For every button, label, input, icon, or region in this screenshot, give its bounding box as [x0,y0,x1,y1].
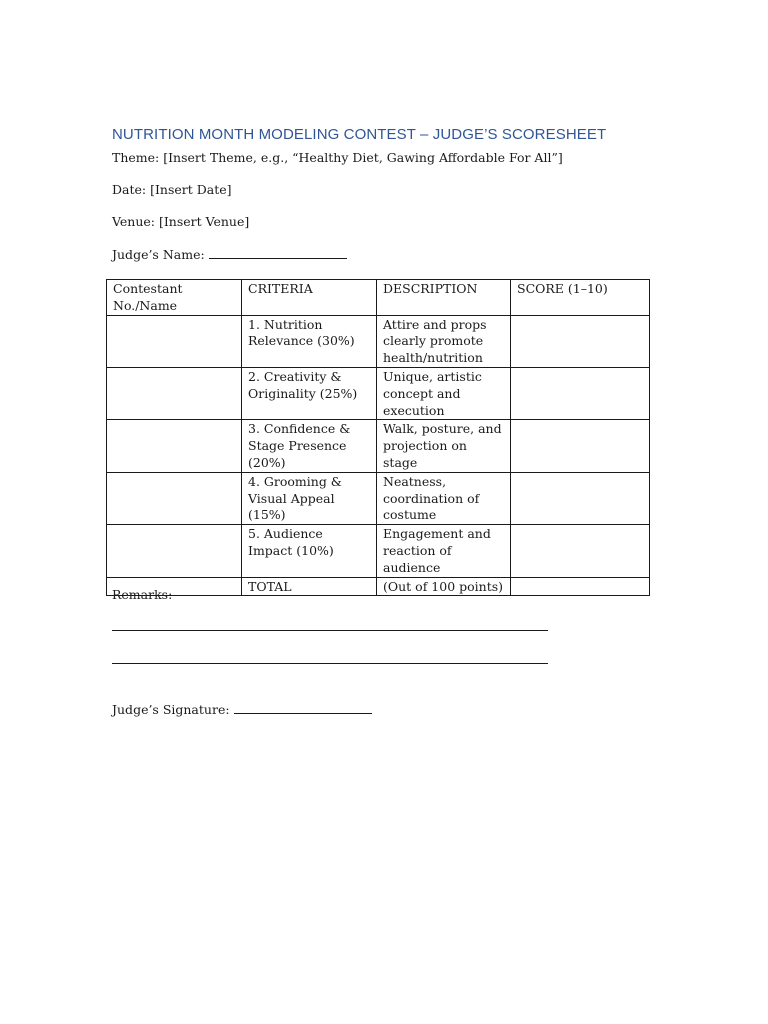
header-criteria: CRITERIA [242,280,377,316]
judge-name-line [112,246,347,262]
score-cell[interactable] [511,315,650,367]
venue-line: Venue: [Insert Venue] [112,214,250,229]
criteria-cell: 4. Grooming & Visual Appeal (15%) [242,472,377,524]
signature-blank[interactable] [234,701,372,714]
description-cell: Neatness, coordination of costume [377,472,511,524]
contestant-cell[interactable] [107,315,242,367]
criteria-cell: 2. Creativity & Originality (25%) [242,367,377,419]
description-cell: Attire and props clearly promote health/nutrition [377,315,511,367]
judge-name-label: Judge’s Name: [112,247,209,262]
criteria-cell: 5. Audience Impact (10%) [242,525,377,577]
score-cell[interactable] [511,472,650,524]
contestant-cell[interactable] [107,525,242,577]
score-cell[interactable] [511,525,650,577]
signature-label: Judge’s Signature: [112,702,234,717]
description-cell: Walk, posture, and projection on stage [377,420,511,472]
criteria-cell: 1. Nutrition Relevance (30%) [242,315,377,367]
contestant-cell[interactable] [107,472,242,524]
table-row [107,472,650,524]
criteria-cell: 3. Confidence & Stage Presence (20%) [242,420,377,472]
total-description-cell: (Out of 100 points) [377,577,511,596]
table-row [107,367,650,419]
contestant-cell[interactable] [107,420,242,472]
description-cell: Unique, artistic concept and execution [377,367,511,419]
table-row [107,420,650,472]
header-contestant: Contestant No./Name [107,280,242,316]
total-row [107,577,650,596]
description-cell: Engagement and reaction of audience [377,525,511,577]
header-score: SCORE (1–10) [511,280,650,316]
score-cell[interactable] [511,420,650,472]
table-row [107,525,650,577]
contestant-cell[interactable] [107,367,242,419]
theme-line: Theme: [Insert Theme, e.g., “Healthy Diet, Gawing Affordable For All”] [112,150,563,165]
date-line: Date: [Insert Date] [112,182,232,197]
document-title: NUTRITION MONTH MODELING CONTEST – JUDGE’S SCORESHEET [112,126,607,143]
score-table [106,279,650,596]
score-cell[interactable] [511,367,650,419]
signature-line [112,701,372,717]
judge-name-blank[interactable] [209,246,347,259]
table-header-row [107,280,650,316]
table-row [107,315,650,367]
total-score-cell[interactable] [511,577,650,596]
remarks-line-1[interactable] [112,630,548,631]
header-description: DESCRIPTION [377,280,511,316]
total-label-cell: TOTAL [242,577,377,596]
remarks-label: Remarks: [112,587,173,602]
remarks-line-2[interactable] [112,663,548,664]
